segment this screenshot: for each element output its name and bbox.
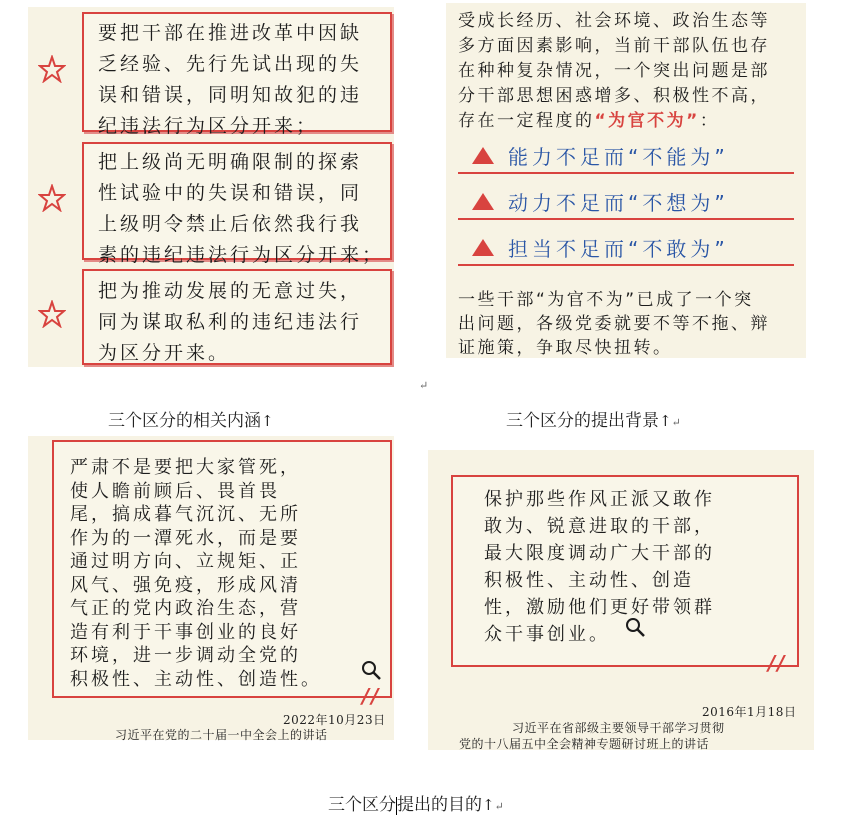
- anchor-arrow: ↑: [659, 412, 672, 430]
- text-line: 出问题，各级党委就要不等不拖、辩: [458, 314, 770, 334]
- citation-source-2016-line2: 党的十八届五中全会精神专题研讨班上的讲话: [459, 737, 710, 751]
- text-line: 受成长经历、社会环境、政治生态等: [458, 11, 770, 31]
- text-line: 为区分开来。: [98, 342, 231, 364]
- caption-text: 三个区分: [328, 795, 396, 815]
- highlight-term: “为官不为”: [594, 111, 700, 131]
- background-outro: [458, 288, 770, 360]
- text-line: 最大限度调动广大干部的: [484, 543, 715, 564]
- magnifier-icon: [360, 659, 382, 681]
- text-fragment: 存在一定程度的: [458, 111, 595, 131]
- caption-text: 提出的目的: [397, 795, 482, 815]
- star-mark-icon: [38, 55, 66, 83]
- text-line: 积极性、主动性、创造: [484, 570, 694, 591]
- text-fragment: ：: [699, 111, 720, 131]
- text-line: 同为谋取私利的违纪违法行: [98, 311, 363, 333]
- triangle-icon: [472, 239, 494, 256]
- connotation-text-1: [98, 18, 362, 142]
- text-line: 证施策，争取尽快扭转。: [458, 338, 673, 358]
- item-label: 担当不足而“不敢为”: [508, 237, 729, 261]
- anchor-arrow: ↑: [261, 412, 274, 430]
- paragraph-mark: [419, 374, 428, 394]
- triangle-icon: [472, 147, 494, 164]
- caption-text: 三个区分的提出背景: [506, 411, 659, 431]
- text-line: 在种种复杂情况，一个突出问题是部: [458, 61, 770, 81]
- caption-connotation: [108, 406, 274, 431]
- text-line: 气正的党内政治生态，营: [70, 598, 301, 619]
- divider: [458, 172, 794, 174]
- text-line: 分干部思想困惑增多、积极性不高，: [458, 86, 770, 106]
- panel-connotation: [28, 7, 394, 367]
- text-line: 积极性、主动性、创造性。: [70, 668, 322, 690]
- text-line: 素的违纪违法行为区分开来；: [98, 244, 385, 266]
- caption-purpose: [328, 790, 504, 815]
- text-line: 要把干部在推进改革中因缺: [98, 22, 363, 44]
- text-line: 把上级尚无明确限制的探索: [98, 151, 363, 173]
- background-item-3: [472, 233, 729, 262]
- text-line: 造有利于干事创业的良好: [70, 621, 301, 643]
- return-mark: ↵: [419, 379, 429, 392]
- dash-mark: //: [362, 684, 381, 708]
- connotation-text-3: [98, 276, 362, 369]
- anchor-arrow: ↑: [482, 796, 495, 814]
- star-mark-icon: [38, 300, 66, 328]
- background-item-1: [472, 141, 729, 170]
- text-line: 严肃不是要把大家管死，: [70, 457, 301, 478]
- background-intro: [458, 9, 770, 134]
- connotation-text-2: [98, 147, 384, 271]
- text-line: 通过明方向、立规矩、正: [70, 551, 301, 572]
- dash-mark: //: [768, 651, 787, 675]
- caption-background: [506, 406, 681, 431]
- text-line: 性，激励他们更好带领群: [484, 597, 715, 618]
- text-line: 众干事创业。: [484, 624, 610, 645]
- text-line: 敢为、锐意进取的干部，: [484, 516, 715, 537]
- text-line: 环境，进一步调动全党的: [70, 645, 301, 666]
- text-line: 使人瞻前顾后、畏首畏: [70, 480, 280, 502]
- item-label: 能力不足而“不能为”: [508, 145, 729, 169]
- background-item-2: [472, 187, 729, 216]
- divider: [458, 264, 794, 266]
- triangle-icon: [472, 193, 494, 210]
- return-mark: ↵: [494, 800, 504, 813]
- citation-source-2022: 习近平在党的二十届一中全会上的讲话: [115, 728, 328, 742]
- text-line: 作为的一潭死水，而是要: [70, 527, 301, 549]
- text-line: 把为推动发展的无意过失，: [98, 280, 363, 302]
- text-line: 多方面因素影响，当前干部队伍也存: [458, 36, 770, 56]
- text-line: 上级明令禁止后依然我行我: [98, 213, 363, 235]
- text-line: 保护那些作风正派又敢作: [484, 489, 715, 510]
- magnifier-icon: [624, 616, 646, 638]
- divider: [458, 218, 794, 220]
- citation-date-2016: 2016年1月18日: [702, 705, 797, 719]
- text-line: 尾，搞成暮气沉沉、无所: [70, 504, 301, 525]
- citation-date-2022: 2022年10月23日: [283, 713, 386, 727]
- citation-source-2016-line1: 习近平在省部级主要领导干部学习贯彻: [512, 721, 725, 735]
- text-line: 风气、强免疫，形成风清: [70, 574, 301, 596]
- text-line: 性试验中的失误和错误，同: [98, 182, 363, 204]
- star-mark-icon: [38, 184, 66, 212]
- text-line: 误和错误，同明知故犯的违: [98, 84, 363, 106]
- return-mark: ↵: [671, 416, 681, 429]
- text-line: 乏经验、先行先试出现的失: [98, 53, 363, 75]
- item-label: 动力不足而“不想为”: [508, 191, 729, 215]
- text-line: 纪违法行为区分开来；: [98, 115, 319, 137]
- text-line: 一些干部“为官不为”已成了一个突: [458, 290, 754, 310]
- caption-text: 三个区分的相关内涵: [108, 411, 261, 431]
- purpose-text-2022: [70, 456, 322, 691]
- text-line: [458, 109, 770, 134]
- purpose-text-2016: [484, 486, 715, 648]
